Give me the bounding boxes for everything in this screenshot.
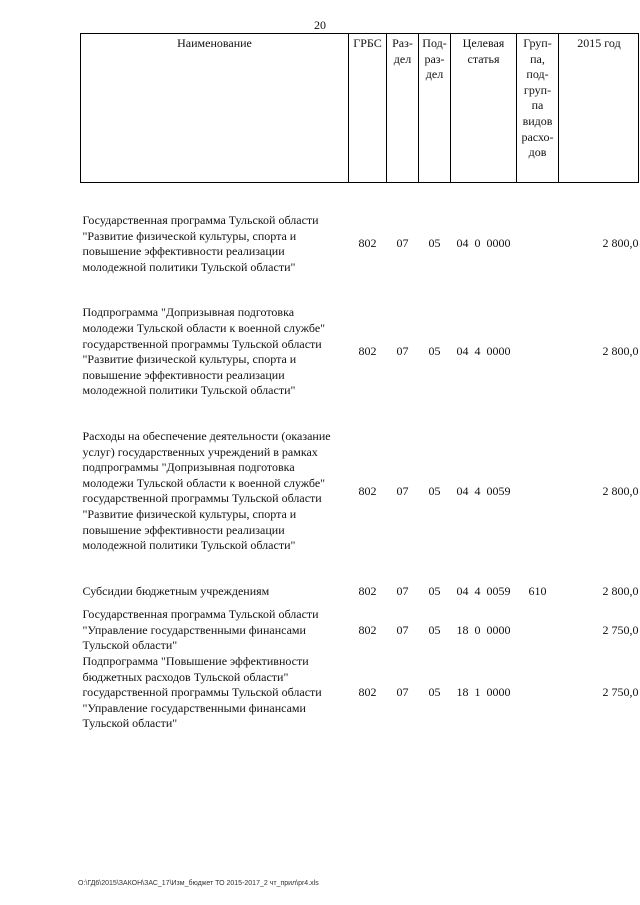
header-year [559,34,639,183]
row-name: Подпрограмма "Допризывная подготовка молодежи Тульской области к военной службе" государственной программы Тульской области "Развитие физической культуры, спорта и повышение эффективности реализации молодежной политики Тульской области" [82,305,326,398]
footer-file-path: O:\ГД6\2015\ЗАКОН\ЗАС_17\Изм_бюджет ТО 2015-2017_2 чт_прил\pr4.xls [78,880,319,887]
row-razdel: 07 [396,685,409,700]
header-year-label: 2015 год [577,36,621,50]
row-amount: 2 800,0 [602,344,639,359]
header-razdel-label: Раз- дел [392,36,413,66]
row-grbs: 802 [358,583,377,598]
row-razdel: 07 [396,236,409,251]
row-podrazdel: 05 [428,483,441,498]
page-number: 20 [314,18,326,32]
row-razdel: 07 [396,583,409,598]
row-statya: 18 1 0000 [456,685,511,700]
table-row [81,654,639,732]
row-statya: 18 0 0000 [456,622,511,637]
row-grbs: 802 [358,685,377,700]
row-statya: 04 4 0059 [456,483,511,498]
row-grbs: 802 [358,622,377,637]
header-statya-label: Целевая статья [462,36,505,66]
header-podrazdel-label: Под- раз- дел [422,36,447,82]
table-row [81,305,639,399]
row-statya: 04 4 0000 [456,344,511,359]
header-name-label: Наименование [177,36,252,50]
header-grbs-label: ГРБС [353,36,382,50]
row-vid [517,305,559,399]
row-razdel: 07 [396,344,409,359]
row-vid [517,213,559,275]
row-amount: 2 800,0 [602,483,639,498]
row-podrazdel: 05 [428,344,441,359]
row-razdel: 07 [396,622,409,637]
row-name: Государственная программа Тульской области "Развитие физической культуры, спорта и повышение эффективности реализации молодежной политики Тульской области" [82,213,319,274]
row-statya: 04 0 0000 [456,236,511,251]
row-podrazdel: 05 [428,622,441,637]
header-statya [451,34,517,183]
row-podrazdel: 05 [428,236,441,251]
row-vid [517,654,559,732]
table-row [81,607,639,654]
row-name: Подпрограмма "Повышение эффективности бюджетных расходов Тульской области" государственной программы Тульской области "Управление государственными финансами Тульской области" [82,654,322,731]
header-vid [517,34,559,183]
header-grbs [349,34,387,183]
row-amount: 2 800,0 [602,236,639,251]
header-podrazdel [419,34,451,183]
row-grbs: 802 [358,483,377,498]
table-row [81,429,639,554]
header-vid-label: Груп- па, под- груп- па видов расхо- дов [521,36,554,160]
row-vid [517,429,559,554]
row-amount: 2 750,0 [602,685,639,700]
row-grbs: 802 [358,344,377,359]
header-name [81,34,349,183]
table-row [81,213,639,275]
row-name: Расходы на обеспечение деятельности (оказание услуг) государственных учреждений в рамках подпрограммы "Допризывная подготовка молодежи Тульской области к военной службе" государственной программы Тульской области "Развитие физической культуры, спорта и повышение эффективности реализации молодежной политики Тульской области" [82,428,331,553]
row-razdel: 07 [396,483,409,498]
row-vid: 610 [528,583,547,598]
row-podrazdel: 05 [428,685,441,700]
row-statya: 04 4 0059 [456,583,511,598]
row-name: Государственная программа Тульской области "Управление государственными финансами Тульской области" [82,607,319,653]
header-razdel [387,34,419,183]
row-podrazdel: 05 [428,583,441,598]
budget-table [80,33,639,732]
row-amount: 2 800,0 [602,583,639,598]
row-name: Субсидии бюджетным учреждениям [82,583,270,598]
table-header-row [81,34,639,183]
row-amount: 2 750,0 [602,622,639,637]
row-grbs: 802 [358,236,377,251]
row-vid [517,607,559,654]
table-row [81,584,639,600]
